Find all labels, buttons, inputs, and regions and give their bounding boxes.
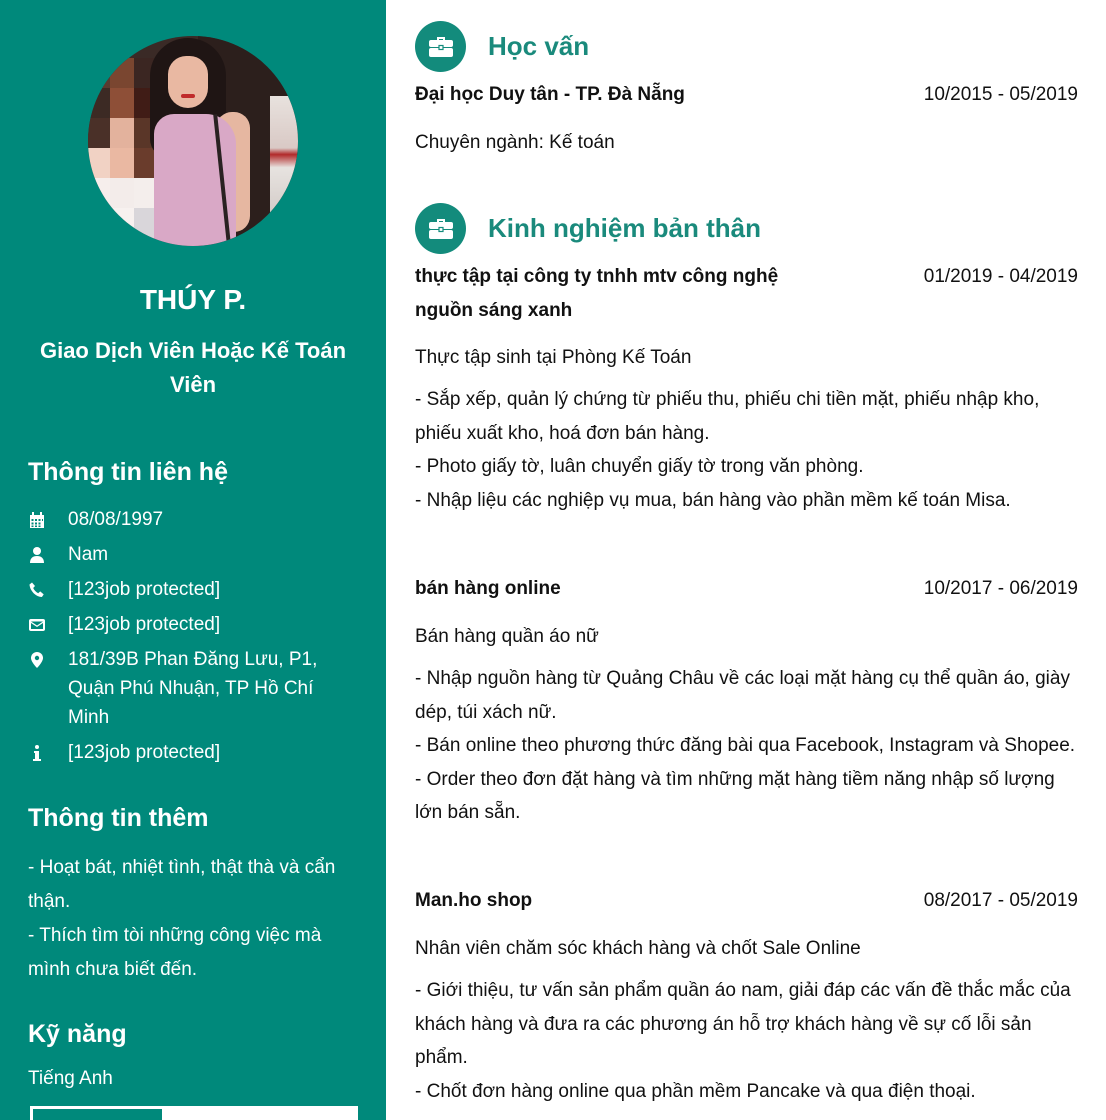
skill-bar bbox=[30, 1106, 358, 1120]
experience-bullet: - Sắp xếp, quản lý chứng từ phiếu thu, phiếu chi tiền mặt, phiếu nhập kho, phiếu xuất kho, hoá đơn bán hàng. bbox=[415, 389, 1040, 444]
contact-heading: Thông tin liên hệ bbox=[28, 458, 228, 486]
experience-bullet: - Nhập liệu các nghiệp vụ mua, bán hàng vào phần mềm kế toán Misa. bbox=[415, 489, 1011, 511]
experience-entry-header bbox=[415, 260, 1078, 328]
experience-bullet: - Chốt đơn hàng online qua phần mềm Pancake và qua điện thoại. bbox=[415, 1080, 976, 1102]
contact-item-info bbox=[28, 738, 358, 767]
experience-bullet: - Order theo đơn đặt hàng và tìm những mặt hàng tiềm năng nhập số lượng lớn bán sẵn. bbox=[415, 768, 1055, 823]
info-icon bbox=[28, 738, 68, 767]
map-marker-icon bbox=[28, 645, 68, 674]
avatar bbox=[88, 36, 298, 246]
education-detail: Chuyên ngành: Kế toán bbox=[415, 132, 615, 153]
contact-text: 181/39B Phan Đăng Lưu, P1, Quận Phú Nhuận, TP Hồ Chí Minh bbox=[68, 649, 318, 728]
experience-date: 10/2017 - 06/2019 bbox=[923, 578, 1078, 599]
experience-role: Nhân viên chăm sóc khách hàng và chốt Sale Online bbox=[415, 938, 861, 959]
experience-entry-header bbox=[415, 884, 1078, 918]
experience-section-header bbox=[415, 203, 761, 254]
briefcase-icon bbox=[415, 203, 466, 254]
contact-list bbox=[28, 505, 358, 773]
profile-title: Giao Dịch Viên Hoặc Kế Toán Viên bbox=[39, 338, 347, 397]
experience-bullet: - Giới thiệu, tư vấn sản phẩm quần áo nam, giải đáp các vấn đề thắc mắc của khách hàng và đưa ra các phương án hỗ trợ khách hàng về sự cố lỗi sản phẩm. bbox=[415, 980, 1071, 1068]
experience-company: bán hàng online bbox=[415, 578, 561, 599]
contact-text: [123job protected] bbox=[68, 742, 221, 763]
contact-item-address bbox=[28, 645, 358, 732]
experience-date: 08/2017 - 05/2019 bbox=[923, 890, 1078, 911]
experience-bullets bbox=[415, 974, 1080, 1108]
contact-text: Nam bbox=[68, 544, 109, 565]
experience-entry-header bbox=[415, 572, 1078, 606]
calendar-icon bbox=[28, 505, 68, 534]
contact-text: [123job protected] bbox=[68, 614, 221, 635]
experience-bullet: - Nhập nguồn hàng từ Quảng Châu về các loại mặt hàng cụ thể quần áo, giày dép, túi xách nữ. bbox=[415, 668, 1070, 723]
extra-info bbox=[28, 851, 358, 987]
main-content bbox=[386, 0, 1106, 1120]
briefcase-icon bbox=[415, 21, 466, 72]
experience-role: Bán hàng quần áo nữ bbox=[415, 626, 599, 647]
experience-bullet: - Photo giấy tờ, luân chuyển giấy tờ trong văn phòng. bbox=[415, 456, 864, 477]
education-heading: Học vấn bbox=[488, 31, 590, 61]
profile-name: THÚY P. bbox=[139, 284, 247, 315]
education-date: 10/2015 - 05/2019 bbox=[923, 84, 1078, 105]
experience-bullets bbox=[415, 662, 1080, 830]
skills-heading: Kỹ năng bbox=[28, 1020, 127, 1048]
contact-text: [123job protected] bbox=[68, 579, 221, 600]
experience-bullets bbox=[415, 383, 1080, 517]
skill-bar-fill bbox=[33, 1109, 162, 1120]
extra-line: - Thích tìm tòi những công việc mà mình chưa biết đến. bbox=[28, 925, 322, 980]
skill-label: Tiếng Anh bbox=[28, 1068, 113, 1089]
contact-item-birthdate bbox=[28, 505, 358, 534]
education-entry-header bbox=[415, 78, 1078, 112]
education-section-header bbox=[415, 21, 589, 72]
education-school: Đại học Duy tân - TP. Đà Nẵng bbox=[415, 84, 685, 105]
sidebar bbox=[0, 0, 386, 1120]
extra-line: - Hoạt bát, nhiệt tình, thật thà và cẩn thận. bbox=[28, 857, 336, 912]
contact-text: 08/08/1997 bbox=[68, 509, 164, 530]
experience-role: Thực tập sinh tại Phòng Kế Toán bbox=[415, 347, 692, 368]
envelope-icon bbox=[28, 610, 68, 639]
contact-item-gender bbox=[28, 540, 358, 569]
experience-bullet: - Bán online theo phương thức đăng bài qua Facebook, Instagram và Shopee. bbox=[415, 735, 1076, 756]
user-icon bbox=[28, 540, 68, 569]
contact-item-phone bbox=[28, 575, 358, 604]
experience-date: 01/2019 - 04/2019 bbox=[923, 266, 1078, 287]
contact-item-email bbox=[28, 610, 358, 639]
experience-company: Man.ho shop bbox=[415, 890, 533, 911]
experience-company: thực tập tại công ty tnhh mtv công nghệ nguồn sáng xanh bbox=[415, 266, 779, 321]
extra-heading: Thông tin thêm bbox=[28, 804, 209, 832]
experience-heading: Kinh nghiệm bản thân bbox=[488, 213, 761, 243]
phone-icon bbox=[28, 575, 68, 604]
